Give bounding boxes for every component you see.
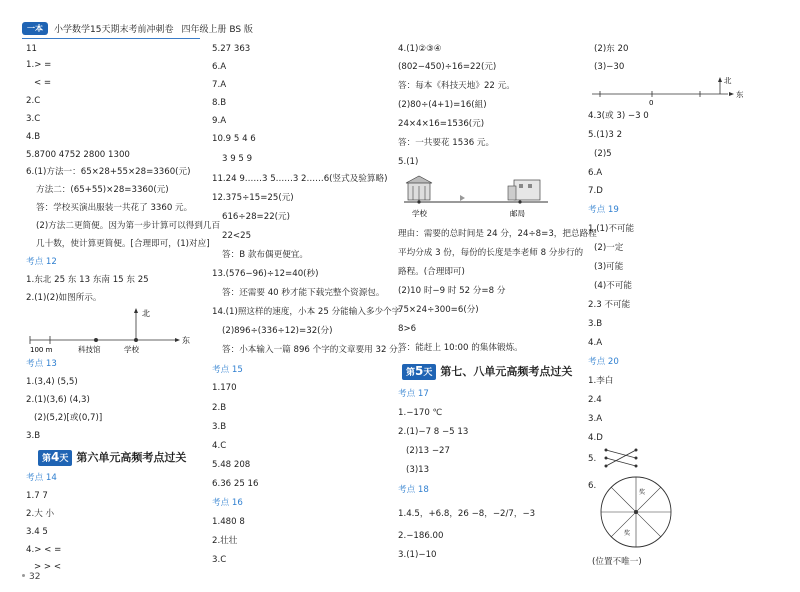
answer-line: (位置不唯一) bbox=[592, 557, 642, 567]
answer-line: 7.A bbox=[212, 80, 227, 90]
answer-line: 1.7 7 bbox=[26, 491, 48, 501]
answer-line: 平均分成 3 份，每份的长度是李老师 8 分步行的 bbox=[398, 248, 584, 258]
answer-line: (2)东 20 bbox=[594, 44, 629, 54]
answer-line: 5.(1)3 2 bbox=[588, 130, 623, 140]
numline-north-label: 北 bbox=[724, 76, 732, 85]
brand-logo: 一本 bbox=[22, 22, 48, 35]
answer-line: 6.A bbox=[212, 62, 227, 72]
day-heading: 第4天 第六单元高频考点过关 bbox=[38, 450, 186, 466]
answer-line: 5. bbox=[588, 454, 597, 464]
page-number: 32 bbox=[22, 572, 40, 582]
answer-line: 1.东北 25 东 13 东南 15 东 25 bbox=[26, 275, 149, 285]
answer-line: 10.9 5 4 6 bbox=[212, 134, 256, 144]
answer-line: (802−450)÷16=22(元) bbox=[398, 62, 497, 72]
answer-line: 答：学校买演出服装一共花了 3360 元。 bbox=[36, 203, 193, 213]
answer-line: 6.A bbox=[588, 168, 603, 178]
answer-line: 5.8700 4752 2800 1300 bbox=[26, 150, 130, 160]
answer-line: 几十数，使计算更简便。[合理即可，(1)对应] bbox=[36, 239, 210, 249]
answer-line: (2)(5,2)[或(0,7)] bbox=[34, 413, 103, 423]
answer-line: 75×24÷300=6(分) bbox=[398, 305, 479, 315]
answer-line: 9.A bbox=[212, 116, 227, 126]
answer-line: 2.4 bbox=[588, 395, 602, 405]
school-post-scene bbox=[402, 174, 552, 220]
topic-label: 考点 19 bbox=[588, 205, 619, 215]
answer-line: 答：B 款布偶更便宜。 bbox=[222, 250, 308, 260]
book-subtitle: 四年级上册 BS 版 bbox=[181, 24, 253, 35]
answer-line: (3)−30 bbox=[594, 62, 625, 72]
answer-line: 8.B bbox=[212, 98, 227, 108]
answer-line: 2.C bbox=[26, 96, 41, 106]
answer-line: 2.B bbox=[212, 403, 227, 413]
bullet-dot bbox=[22, 574, 25, 577]
answer-line: 2.壮壮 bbox=[212, 536, 238, 546]
answer-line: 8>6 bbox=[398, 324, 417, 334]
topic-label: 考点 17 bbox=[398, 389, 429, 399]
answer-line: 2.(1)(3,6) (4,3) bbox=[26, 395, 90, 405]
answer-line: 4.(1)②③④ bbox=[398, 44, 442, 54]
day-tag: 第5天 bbox=[402, 364, 436, 380]
answer-line: 6.(1)方法一：65×28+55×28=3360(元) bbox=[26, 167, 191, 177]
numline-east-label: 东 bbox=[736, 90, 744, 99]
prize-wheel-diagram bbox=[598, 474, 674, 550]
scene-post-label: 邮局 bbox=[510, 209, 525, 218]
tech-museum-label: 科技馆 bbox=[78, 345, 101, 354]
answer-line: 4.D bbox=[588, 433, 603, 443]
answer-line: 2.(1)−7 8 −5 13 bbox=[398, 427, 469, 437]
answer-line: 1.李白 bbox=[588, 376, 614, 386]
answer-line: > > < bbox=[34, 562, 62, 572]
answer-line: (4)不可能 bbox=[594, 281, 632, 291]
topic-label: 考点 20 bbox=[588, 357, 619, 367]
answer-line: 3.B bbox=[212, 422, 227, 432]
answer-line: 11.24 9……3 5……3 2……6(竖式及验算略) bbox=[212, 174, 388, 184]
direction-diagram bbox=[26, 306, 196, 354]
north-label: 北 bbox=[142, 309, 150, 318]
answer-line: 1.> = bbox=[26, 60, 52, 70]
number-line-diagram bbox=[588, 76, 770, 108]
book-title: 小学数学15天期末考前冲刺卷 bbox=[54, 24, 174, 35]
answer-line: 11 bbox=[26, 44, 37, 54]
answer-line: 答：还需要 40 秒才能下载完整个资源包。 bbox=[222, 288, 385, 298]
answer-line: 3.B bbox=[26, 431, 41, 441]
answer-line: 4.C bbox=[212, 441, 227, 451]
answer-line: 13.(576−96)÷12=40(秒) bbox=[212, 269, 319, 279]
wheel-sector-label: 奖 bbox=[624, 530, 631, 537]
answer-line: 5.(1) bbox=[398, 157, 419, 167]
answer-line: 4.3(或 3) −3 0 bbox=[588, 111, 649, 121]
answer-line: 1.(1)不可能 bbox=[588, 224, 635, 234]
numline-zero-label: 0 bbox=[649, 99, 654, 107]
east-label: 东 bbox=[182, 336, 190, 345]
answer-line: 4.> < = bbox=[26, 545, 62, 555]
answer-line: 14.(1)照这样的速度，小本 25 分能输入多少个字 bbox=[212, 307, 401, 317]
answer-line: 7.D bbox=[588, 186, 603, 196]
scale-label: 100 m bbox=[30, 346, 53, 354]
answer-line: 2.(1)(2)如图所示。 bbox=[26, 293, 102, 303]
answer-line: 理由：需要的总时间是 24 分，24÷8=3，把总路程 bbox=[398, 229, 597, 239]
wheel-sector-label: 奖 bbox=[639, 489, 646, 496]
answer-line: 答：小本输入一篇 896 个字的文章要用 32 分。 bbox=[222, 345, 407, 355]
answer-line: 1.480 8 bbox=[212, 517, 245, 527]
day-heading: 第5天 第七、八单元高频考点过关 bbox=[402, 364, 572, 380]
answer-line: 3.B bbox=[588, 319, 603, 329]
answer-line: 1.170 bbox=[212, 383, 237, 393]
topic-label: 考点 13 bbox=[26, 359, 57, 369]
answer-line: 答：每本《科技天地》22 元。 bbox=[398, 81, 515, 91]
topic-label: 考点 15 bbox=[212, 365, 243, 375]
answer-line: (3)13 bbox=[406, 465, 430, 475]
answer-line: (2)80÷(4+1)=16(組) bbox=[398, 100, 487, 110]
answer-line: 答：能赶上 10:00 的集体锻炼。 bbox=[398, 343, 523, 353]
scene-school-label: 学校 bbox=[412, 209, 427, 218]
answer-line: 4.B bbox=[26, 132, 41, 142]
answer-line: 5.48 208 bbox=[212, 460, 251, 470]
header-divider bbox=[22, 38, 200, 39]
answer-line: 答：一共要花 1536 元。 bbox=[398, 138, 495, 148]
answer-line: 方法二：(65+55)×28=3360(元) bbox=[36, 185, 169, 195]
answer-line: 24×4×16=1536(元) bbox=[398, 119, 485, 129]
answer-line: 5.27 363 bbox=[212, 44, 251, 54]
school-label: 学校 bbox=[124, 345, 139, 354]
topic-label: 考点 18 bbox=[398, 485, 429, 495]
answer-line: 3.A bbox=[588, 414, 603, 424]
answer-line: 616÷28=22(元) bbox=[222, 212, 290, 222]
answer-line: 22<25 bbox=[222, 231, 252, 241]
answer-line: 1.−170 ℃ bbox=[398, 408, 443, 418]
page-header bbox=[22, 20, 253, 36]
answer-line: 3.C bbox=[26, 114, 41, 124]
topic-label: 考点 12 bbox=[26, 257, 57, 267]
answer-line: (3)可能 bbox=[594, 262, 624, 272]
answer-line: < = bbox=[34, 78, 52, 88]
answer-line: 6.36 25 16 bbox=[212, 479, 259, 489]
answer-line: 4.A bbox=[588, 338, 603, 348]
answer-line: 路程。(合理即可) bbox=[398, 267, 465, 277]
matching-lines-diagram bbox=[602, 446, 642, 470]
answer-line: (2)一定 bbox=[594, 243, 624, 253]
answer-line: 6. bbox=[588, 481, 597, 491]
answer-line: (2)5 bbox=[594, 149, 612, 159]
answer-line: (2)13 −27 bbox=[406, 446, 450, 456]
answer-line: (2)方法二更简便。因为第一步计算可以得到几百 bbox=[36, 221, 221, 231]
answer-line: 2.大 小 bbox=[26, 509, 55, 519]
answer-line: 12.375÷15=25(元) bbox=[212, 193, 294, 203]
topic-label: 考点 14 bbox=[26, 473, 57, 483]
answer-line: (2)896÷(336÷12)=32(分) bbox=[222, 326, 333, 336]
answer-line: 2.3 不可能 bbox=[588, 300, 631, 310]
answer-line: (2)10 时−9 时 52 分=8 分 bbox=[398, 286, 506, 296]
answer-line: 3.4 5 bbox=[26, 527, 48, 537]
day-tag: 第4天 bbox=[38, 450, 72, 466]
answer-line: 3.(1)−10 bbox=[398, 550, 437, 560]
answer-line: 1.4.5，+6.8，26 −8，−2/7，−3 bbox=[398, 509, 536, 519]
answer-line: 3 9 5 9 bbox=[222, 154, 253, 164]
answer-line: 2.−186.00 bbox=[398, 531, 444, 541]
answer-line: 3.C bbox=[212, 555, 227, 565]
topic-label: 考点 16 bbox=[212, 498, 243, 508]
answer-line: 1.(3,4) (5,5) bbox=[26, 377, 78, 387]
